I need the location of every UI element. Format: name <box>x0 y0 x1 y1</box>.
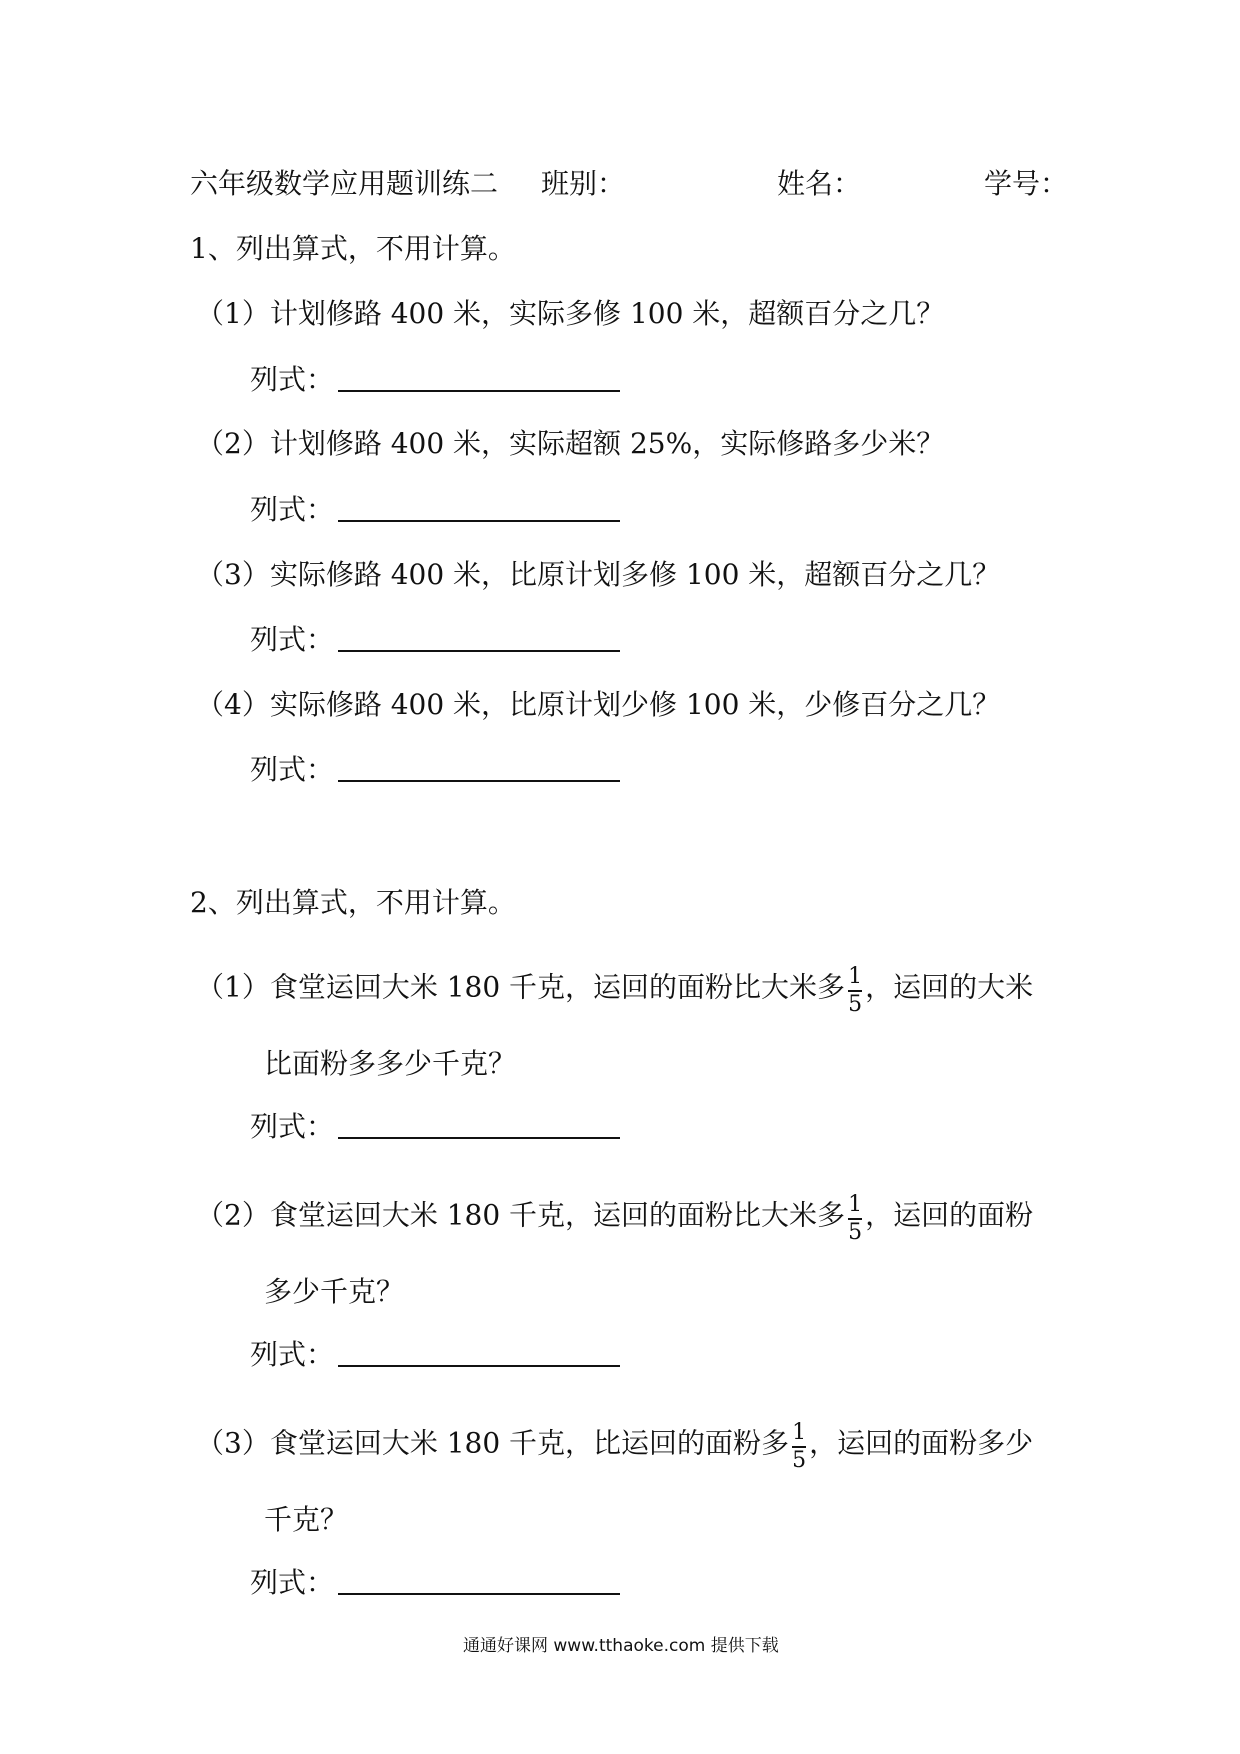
student-id-label: 学号： <box>984 167 1069 200</box>
question-text: （2）食堂运回大米 180 千克，运回的面粉比大米多 <box>196 1198 846 1232</box>
formula-row-1-4 <box>250 752 620 788</box>
question-text: （1）食堂运回大米 180 千克，运回的面粉比大米多 <box>196 970 846 1004</box>
question-1-4: （4）实际修路 400 米，比原计划少修 100 米，少修百分之几？ <box>196 688 1001 721</box>
formula-row-2-3 <box>250 1565 620 1601</box>
class-label: 班别： <box>541 167 626 200</box>
fraction <box>791 1421 807 1473</box>
question-1-2: （2）计划修路 400 米，实际超额 25%，实际修路多少米？ <box>196 427 945 460</box>
formula-label: 列式： <box>250 493 335 526</box>
question-2-2-continuation: 多少千克？ <box>264 1275 405 1308</box>
fraction <box>847 965 863 1017</box>
formula-label: 列式： <box>250 623 335 656</box>
fraction-denominator: 5 <box>848 991 863 1017</box>
formula-label: 列式： <box>250 363 335 396</box>
formula-row-1-1 <box>250 362 620 398</box>
answer-blank <box>338 780 620 782</box>
formula-row-1-2 <box>250 492 620 528</box>
formula-row-1-3 <box>250 622 620 658</box>
formula-label: 列式： <box>250 1566 335 1599</box>
question-text: （3）食堂运回大米 180 千克，比运回的面粉多 <box>196 1426 790 1460</box>
name-label: 姓名： <box>777 167 862 200</box>
question-2-2 <box>196 1191 1033 1243</box>
question-2-3 <box>196 1419 1033 1471</box>
formula-label: 列式： <box>250 1338 335 1371</box>
question-text: ，运回的大米 <box>865 970 1034 1004</box>
formula-label: 列式： <box>250 1110 335 1143</box>
answer-blank <box>338 1593 620 1595</box>
footer-credit: 通通好课网 www.tthaoke.com 提供下载 <box>463 1636 779 1656</box>
fraction-numerator: 1 <box>848 964 863 989</box>
question-2-1 <box>196 963 1033 1015</box>
section-1-heading: 1、列出算式，不用计算。 <box>190 232 516 265</box>
formula-row-2-2 <box>250 1337 620 1373</box>
page-title: 六年级数学应用题训练二 <box>190 167 499 200</box>
question-text: ，运回的面粉 <box>865 1198 1034 1232</box>
answer-blank <box>338 650 620 652</box>
section-2-heading: 2、列出算式，不用计算。 <box>190 886 516 919</box>
question-text: ，运回的面粉多少 <box>809 1426 1034 1460</box>
answer-blank <box>338 1365 620 1367</box>
fraction-numerator: 1 <box>848 1192 863 1217</box>
fraction <box>847 1193 863 1245</box>
formula-label: 列式： <box>250 753 335 786</box>
fraction-denominator: 5 <box>848 1219 863 1245</box>
question-1-1: （1）计划修路 400 米，实际多修 100 米，超额百分之几？ <box>196 297 945 330</box>
question-2-1-continuation: 比面粉多多少千克？ <box>264 1047 517 1080</box>
fraction-denominator: 5 <box>792 1447 807 1473</box>
answer-blank <box>338 1137 620 1139</box>
fraction-numerator: 1 <box>792 1420 807 1445</box>
answer-blank <box>338 520 620 522</box>
question-2-3-continuation: 千克？ <box>264 1503 349 1536</box>
formula-row-2-1 <box>250 1109 620 1145</box>
answer-blank <box>338 390 620 392</box>
question-1-3: （3）实际修路 400 米，比原计划多修 100 米，超额百分之几？ <box>196 558 1001 591</box>
